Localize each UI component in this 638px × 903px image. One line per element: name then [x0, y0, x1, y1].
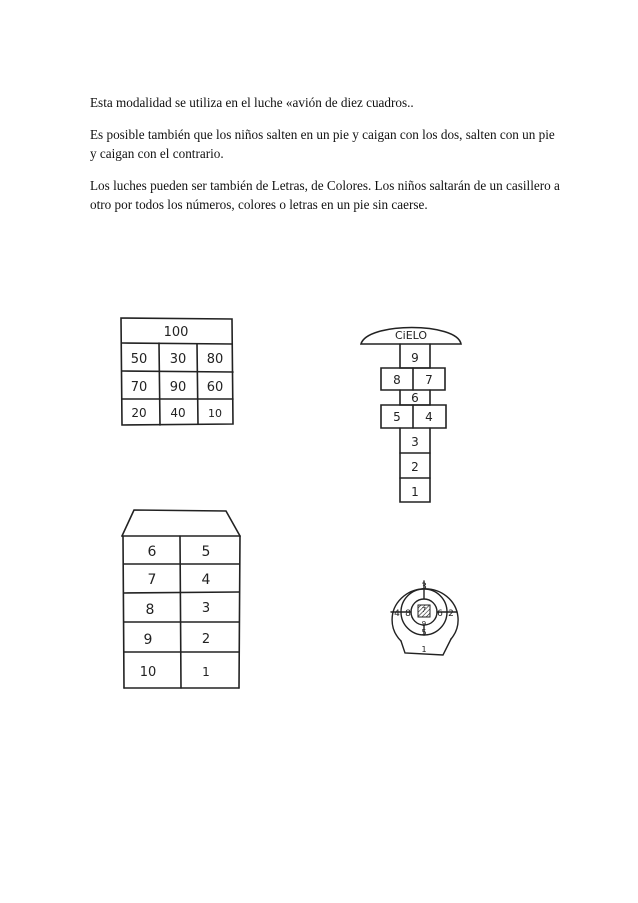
snail-cell: 4 — [394, 609, 400, 619]
column-cell: 7 — [147, 572, 157, 588]
column-cell: 4 — [201, 572, 211, 588]
snail-cell: 2 — [448, 609, 454, 619]
grid-cell: 60 — [206, 380, 224, 395]
airplane-cell: 8 — [393, 373, 401, 387]
snail-cell: 8 — [405, 609, 411, 619]
hopscotch-grid-figure — [118, 315, 238, 427]
paragraph-2: Es posible también que los niños salten en un pie y caigan con los dos, salten con un pie y caigan con el contrario. — [90, 127, 555, 161]
column-cell: 1 — [202, 665, 210, 679]
paragraph-3: Los luches pueden ser también de Letras, de Colores. Los niños saltarán de un casillero a otro por todos los números, colores o letras en un pie sin caerse. — [90, 178, 560, 212]
grid-cell: 20 — [131, 406, 147, 420]
circular-hopscotch-figure — [387, 575, 461, 657]
grid-cell: 50 — [130, 352, 148, 367]
grid-cell: 70 — [130, 380, 148, 395]
airplane-cell: 3 — [411, 435, 419, 449]
column-cell: 5 — [201, 544, 211, 560]
paragraph-1: Esta modalidad se utiliza en el luche «avión de diez cuadros.. — [90, 95, 414, 110]
airplane-cell: 4 — [425, 410, 433, 424]
airplane-cell: 5 — [393, 410, 401, 424]
grid-cell: 10 — [208, 407, 222, 420]
airplane-hopscotch-figure — [357, 318, 467, 508]
grid-cell: 30 — [169, 352, 187, 367]
airplane-cell: 6 — [411, 391, 419, 405]
airplane-cell: 1 — [411, 485, 419, 499]
column-cell: 10 — [139, 665, 157, 680]
snail-cell: 6 — [437, 609, 443, 619]
column-cell: 9 — [143, 632, 153, 648]
column-cell: 8 — [145, 602, 155, 618]
column-cell: 2 — [201, 632, 211, 647]
snail-cell: 5 — [421, 628, 427, 637]
airplane-cell: 9 — [411, 351, 419, 365]
snail-cell: 3 — [421, 582, 427, 592]
airplane-cell: 7 — [425, 373, 433, 387]
column-hopscotch-figure — [118, 506, 246, 692]
grid-top-label: 100 — [163, 325, 189, 340]
grid-cell: 90 — [169, 380, 187, 395]
grid-cell: 80 — [206, 352, 224, 367]
column-cell: 6 — [147, 544, 157, 560]
snail-cell: 7 — [421, 606, 427, 614]
snail-cell: 1 — [421, 645, 427, 654]
airplane-cell: 2 — [411, 460, 419, 474]
snail-cell: 9 — [421, 620, 427, 628]
grid-cell: 40 — [170, 406, 186, 420]
column-cell: 3 — [201, 601, 211, 616]
airplane-head-label: CiELO — [394, 329, 428, 342]
